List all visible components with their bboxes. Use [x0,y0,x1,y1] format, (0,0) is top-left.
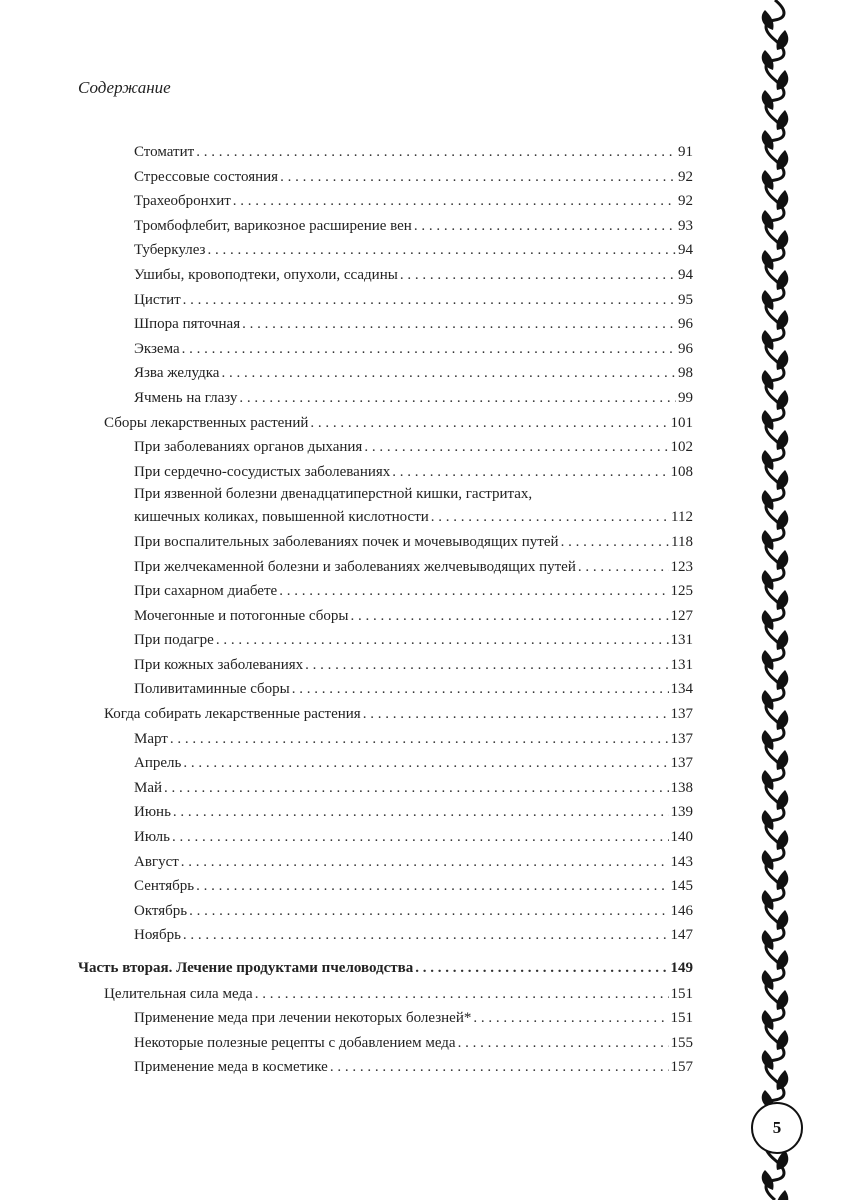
vine-leaf [762,130,774,150]
toc-section-entry[interactable] [78,628,693,653]
toc-section-entry[interactable] [78,727,693,752]
toc-entry-title: Май [134,779,163,796]
toc-section-entry[interactable] [78,825,693,850]
leader-dots [173,800,669,825]
leader-dots [183,751,668,776]
toc-section-entry[interactable] [78,140,693,165]
vine-border-ornament [745,0,805,1200]
leader-dots [578,555,669,580]
vine-leaf [776,750,788,770]
vine-leaf [762,570,774,590]
toc-entry-page: 101 [670,414,693,431]
toc-chapter-entry[interactable] [78,411,693,436]
toc-entry-title: Стоматит [134,144,195,160]
toc-entry-page: 151 [670,1010,693,1027]
vine-leaf [762,970,774,990]
toc-section-entry[interactable] [78,386,693,411]
toc-section-entry[interactable] [78,165,693,190]
toc-entry-page: 125 [670,583,693,600]
vine-leaf [776,950,788,970]
leader-dots [330,1055,669,1080]
toc-entry-title: При подагре [134,632,214,649]
leader-dots [196,140,676,165]
toc-entry-page: 95 [678,291,693,308]
toc-entry-title-line2: кишечных коликах, повышенной кислотности [134,509,429,526]
toc-entry-title: Август [134,853,179,870]
leader-dots [242,312,676,337]
toc-entry-page: 151 [670,985,693,1002]
toc-entry-page: 96 [678,340,693,357]
vine-leaf [762,650,774,670]
leader-dots [363,702,669,727]
vine-leaf [776,710,788,730]
vine-leaf [776,390,788,410]
toc-section-entry[interactable] [78,312,693,337]
toc-entry-page: 93 [678,217,693,234]
toc-entry-page: 96 [678,316,693,333]
vine-leaf [762,930,774,950]
vine-leaf [776,470,788,490]
toc-section-entry[interactable] [78,677,693,702]
toc-entry-page: 131 [670,656,693,673]
toc-entry-page: 155 [670,1034,693,1051]
toc-section-entry[interactable] [78,555,693,580]
toc-entry-title: Туберкулез [134,242,206,259]
leader-dots [181,850,669,875]
vine-leaf [762,290,774,310]
leader-dots [221,361,676,386]
toc-entry-page: 138 [670,779,693,796]
leader-dots [392,460,668,485]
vine-leaf [762,410,774,430]
toc-entry-page: 92 [678,168,693,185]
toc-entry-title: Июль [134,829,170,846]
toc-entry-page: 157 [670,1059,693,1076]
toc-section-entry[interactable] [78,337,693,362]
toc-entry-title: Трахеобронхит [134,193,231,210]
toc-entry-page: 123 [670,558,693,575]
vine-leaf [776,670,788,690]
vine-leaf [776,310,788,330]
leader-dots [305,653,668,678]
toc-section-entry[interactable] [78,214,693,239]
vine-leaf [762,730,774,750]
toc-section-entry[interactable] [78,874,693,899]
vine-leaf [762,50,774,70]
toc-entry-title: Экзема [134,340,180,357]
vine-leaf [776,1190,788,1200]
leader-dots [233,189,676,214]
toc-entry-title: Применение меда в косметике [134,1059,328,1076]
toc-entry-page: 149 [670,960,693,976]
toc-entry-page: 146 [670,902,693,919]
toc-section-entry[interactable] [78,435,693,460]
vine-leaf [762,890,774,910]
vine-leaf [762,450,774,470]
vine-leaf [776,830,788,850]
toc-entry-page: 143 [670,853,693,870]
toc-entry-title: При кожных заболеваниях [134,656,304,673]
toc-entry-page: 131 [670,632,693,649]
vine-leaf [762,490,774,510]
vine-leaf [762,810,774,830]
vine-leaf [776,270,788,290]
leader-dots [207,238,676,263]
toc-section-entry[interactable] [78,776,693,801]
toc-entry-title: Ноябрь [134,927,181,944]
vine-leaf [762,90,774,110]
vine-leaf [776,70,788,90]
toc-section-entry[interactable] [78,361,693,386]
toc-entry-page: 92 [678,193,693,210]
toc-entry-title: Некоторые полезные рецепты с добавлением меда [134,1034,456,1051]
toc-entry-title: Апрель [134,755,182,772]
vine-leaf [776,190,788,210]
leader-dots [350,604,668,629]
toc-section-entry[interactable] [78,1031,693,1056]
toc-section-entry[interactable] [78,751,693,776]
leader-dots [415,956,668,981]
leader-dots [431,505,669,530]
toc-entry-page: 94 [678,266,693,283]
toc-section-entry[interactable] [78,484,693,530]
toc-entry-page: 139 [670,804,693,821]
toc-entry-title: Октябрь [134,902,188,919]
toc-entry-page: 112 [671,509,693,526]
leader-dots [170,727,669,752]
toc-entry-title: Целительная сила меда [104,985,253,1002]
table-of-contents [78,140,693,1080]
toc-section-entry[interactable] [78,238,693,263]
leader-dots [182,337,676,362]
toc-section-entry[interactable] [78,899,693,924]
toc-entry-title: Когда собирать лекарственные растения [104,706,361,723]
toc-section-entry[interactable] [78,850,693,875]
leader-dots [364,435,668,460]
toc-entry-title: При заболеваниях органов дыхания [134,439,363,456]
vine-leaf [776,230,788,250]
vine-leaf [762,1010,774,1030]
toc-section-entry[interactable] [78,604,693,629]
toc-chapter-entry[interactable] [78,982,693,1007]
toc-entry-title: При язвенной болезни двенадцатиперстной кишки, гастритах, [134,486,533,503]
toc-entry-title: При желчекаменной болезни и заболеваниях желчевыводящих путей [134,558,576,575]
vine-leaf [776,1030,788,1050]
vine-leaf [776,990,788,1010]
toc-entry-title: Июнь [134,804,171,821]
toc-entry-page: 94 [678,242,693,259]
toc-section-entry[interactable] [78,800,693,825]
toc-entry-title: Тромбофлебит, варикозное расширение вен [134,217,412,234]
vine-leaf [762,210,774,230]
leader-dots [473,1006,668,1031]
vine-leaf [776,630,788,650]
toc-entry-title: Сентябрь [134,878,195,895]
vine-leaf [762,690,774,710]
leader-dots [279,579,668,604]
toc-entry-title: Ячмень на глазу [134,389,238,406]
vine-leaf [762,530,774,550]
leader-dots [172,825,669,850]
toc-entry-page: 137 [670,755,693,772]
toc-entry-page: 145 [670,878,693,895]
toc-entry-page: 102 [670,439,693,456]
toc-entry-page: 137 [670,706,693,723]
leader-dots [183,923,669,948]
leader-dots [255,982,669,1007]
toc-entry-title: Стрессовые состояния [134,168,279,185]
toc-entry-page: 99 [678,389,693,406]
vine-leaf [762,10,774,30]
toc-entry-title: Поливитаминные сборы [134,681,290,698]
running-head: Содержание [78,78,171,97]
toc-entry-title: При сахарном диабете [134,583,278,600]
vine-leaf [776,430,788,450]
leader-dots [292,677,669,702]
toc-entry-title: Март [134,730,168,747]
toc-entry-page: 147 [670,927,693,944]
leader-dots [458,1031,669,1056]
toc-entry-page: 137 [670,730,693,747]
vine-leaf [762,330,774,350]
toc-section-entry[interactable] [78,1006,693,1031]
toc-section-entry[interactable] [78,460,693,485]
toc-section-entry[interactable] [78,530,693,555]
vine-leaf [776,910,788,930]
leader-dots [400,263,676,288]
toc-entry-page: 134 [670,681,693,698]
vine-leaf [762,770,774,790]
leader-dots [164,776,668,801]
toc-entry-title: Сборы лекарственных растений [104,414,309,431]
toc-chapter-entry[interactable] [78,702,693,727]
toc-entry-title: Шпора пяточная [134,316,241,333]
toc-section-entry[interactable] [78,189,693,214]
vine-leaf [762,250,774,270]
vine-leaf [762,610,774,630]
toc-entry-title: Цистит [134,291,181,308]
vine-leaf [762,850,774,870]
toc-section-entry[interactable] [78,263,693,288]
vine-leaf [762,1050,774,1070]
toc-entry-title: Язва желудка [134,365,220,382]
toc-entry-title: Часть вторая. Лечение продуктами пчеловодства [78,960,414,976]
toc-section-entry[interactable] [78,288,693,313]
toc-entry-title: Ушибы, кровоподтеки, опухоли, ссадины [134,266,398,283]
leader-dots [189,899,668,924]
toc-entry-title: При воспалительных заболеваниях почек и мочевыводящих путей [134,533,559,550]
leader-dots [414,214,676,239]
vine-leaf [776,110,788,130]
toc-entry-title: При сердечно-сосудистых заболеваниях [134,463,391,480]
toc-section-entry[interactable] [78,1055,693,1080]
page-number-badge: 5 [751,1102,803,1154]
vine-leaf [762,170,774,190]
vine-leaf [776,790,788,810]
leader-dots [310,411,668,436]
toc-section-entry[interactable] [78,653,693,678]
toc-entry-title: Мочегонные и потогонные сборы [134,607,349,624]
vine-leaf [776,350,788,370]
toc-entry-title: Применение меда при лечении некоторых болезней* [134,1010,472,1027]
vine-leaf [776,30,788,50]
leader-dots [280,165,676,190]
toc-section-entry[interactable] [78,923,693,948]
leader-dots [183,288,676,313]
toc-entry-page: 91 [678,144,693,160]
toc-entry-page: 118 [671,533,693,550]
vine-leaf [762,370,774,390]
vine-leaf [762,1170,774,1190]
leader-dots [561,530,669,555]
vine-leaf [776,510,788,530]
vine-leaf [776,150,788,170]
vine-leaf [776,590,788,610]
toc-part-entry[interactable] [78,956,693,981]
leader-dots [216,628,669,653]
vine-leaf [776,550,788,570]
vine-leaf [776,870,788,890]
toc-entry-page: 140 [670,829,693,846]
toc-section-entry[interactable] [78,579,693,604]
leader-dots [239,386,676,411]
toc-entry-page: 127 [670,607,693,624]
toc-entry-page: 98 [678,365,693,382]
vine-leaf [776,1070,788,1090]
toc-entry-page: 108 [670,463,693,480]
leader-dots [196,874,668,899]
